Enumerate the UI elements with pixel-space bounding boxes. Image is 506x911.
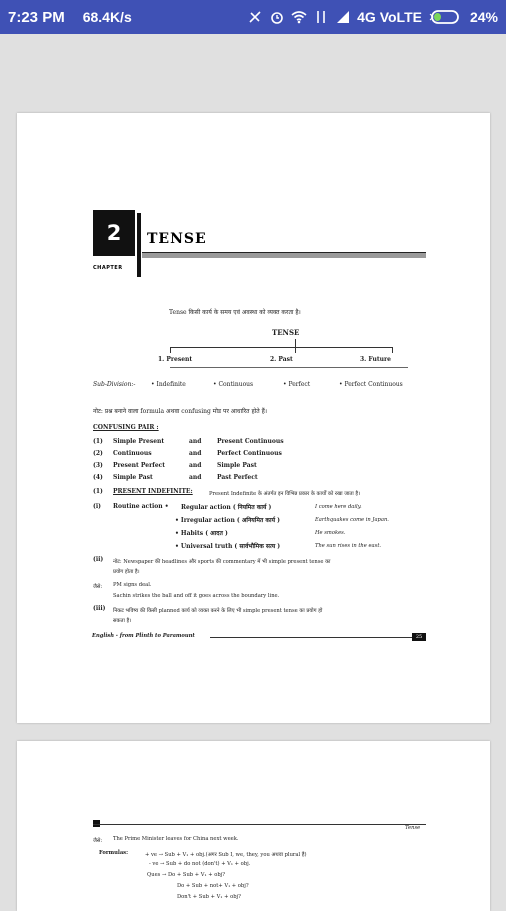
present-indefinite-line: (1) PRESENT INDEFINITE: Present Indefinite के अंतर्गत इन विभिन्न प्रकार के कार्यों को रखा जाता है। — [93, 488, 361, 497]
chapter-label: CHAPTER — [93, 265, 123, 271]
diagram-root: TENSE — [272, 328, 300, 337]
formula-positive: + ve → Sub + V₁ + obj.(अगर Sub I, we, they, you अथवा plural है) — [145, 852, 307, 858]
page-footer — [92, 633, 426, 643]
running-header: Tense — [405, 825, 421, 831]
battery-level: 24% — [469, 9, 498, 25]
pair-row: (3) Present Perfect and Simple Past — [93, 462, 257, 469]
status-bar — [0, 0, 506, 34]
page-number: 25 — [412, 633, 426, 641]
signal-icon — [335, 9, 351, 25]
chapter-divider — [137, 213, 141, 277]
title-rule — [142, 252, 426, 258]
chapter-title: TENSE — [147, 231, 207, 247]
p2-example-label: जैसे: — [93, 838, 103, 844]
intro-text: Tense किसी कार्य के समय एवं अवस्था को व्यक्त करता है। — [169, 309, 301, 316]
pair-row: (4) Simple Past and Past Perfect — [93, 474, 258, 481]
formula-question-2: Do + Sub + not+ V₁ + obj? — [177, 883, 249, 889]
alarm-icon — [269, 9, 285, 25]
subdiv-perfect: • Perfect — [283, 381, 311, 388]
chapter-number: 2 — [93, 210, 135, 256]
branch-present: 1. Present — [158, 356, 193, 363]
subdivision-label: Sub-Division:- — [93, 381, 136, 388]
data-arrows-icon — [313, 9, 329, 25]
branch-past: 2. Past — [270, 356, 293, 363]
tense-diagram — [158, 339, 410, 379]
footer-text: English - from Plinth to Paramount — [92, 633, 195, 639]
document-page-1[interactable] — [17, 113, 490, 723]
item-ii: (ii) नोट: Newspaper की headlines और sports की commentary में भी simple present tense का प्रयोग होता है। — [93, 556, 331, 575]
routine-action-block: (i) Routine action • Regular action ( नियमित कार्य ) I come here daily. • Irregular action ( अनियमित कार्य ) Earthquakes come in Japan. • Habits ( आदत ) He smokes. • Universal truth ( सार्वभौमिक सत्य ) The sun rises in the east. — [93, 503, 389, 550]
subdiv-continuous: • Continuous — [213, 381, 254, 388]
document-page-2[interactable] — [17, 741, 490, 911]
pair-row: (2) Continuous and Perfect Continuous — [93, 450, 282, 457]
formula-negative: - ve → Sub + do not (don't) + V₁ + obj. — [149, 861, 251, 867]
wifi-icon — [291, 9, 307, 25]
branch-future: 3. Future — [360, 356, 391, 363]
example-1: PM signs deal. — [113, 582, 152, 588]
subdiv-perfect-continuous: • Perfect Continuous — [339, 381, 403, 388]
p2-example: The Prime Minister leaves for China next week. — [113, 836, 239, 842]
formulas-label: Formulas: — [99, 850, 129, 856]
clock: 7:23 PM — [8, 8, 65, 26]
note-text: नोट: प्रश्न बनाने वाला formula अथवा confusing मोड पर आधारित होते हैं। — [93, 408, 268, 415]
battery-icon — [428, 9, 464, 25]
subdiv-indefinite: • Indefinite — [151, 381, 186, 388]
example-2: Sachin strikes the ball and off it goes across the boundary line. — [113, 593, 280, 599]
net-speed: 68.4K/s — [82, 9, 132, 25]
header-rule — [93, 824, 426, 825]
network-type: 4G VoLTE — [357, 9, 422, 25]
item-iii: (iii) निकट भविष्य की किसी planned कार्य को व्यक्त करने के लिए भी simple present tense का प्रयोग हो सकता है। — [93, 605, 323, 624]
confusing-pair-heading: CONFUSING PAIR : — [93, 424, 159, 431]
data-saver-icon — [247, 9, 263, 25]
formula-question: Ques → Do + Sub + V₁ + obj? — [147, 872, 226, 878]
confusing-pair-list — [93, 438, 433, 486]
formula-question-3: Don't + Sub + V₁ + obj? — [177, 894, 241, 900]
pair-row: (1) Simple Present and Present Continuous — [93, 438, 284, 445]
example-label: जैसे: — [93, 584, 103, 590]
